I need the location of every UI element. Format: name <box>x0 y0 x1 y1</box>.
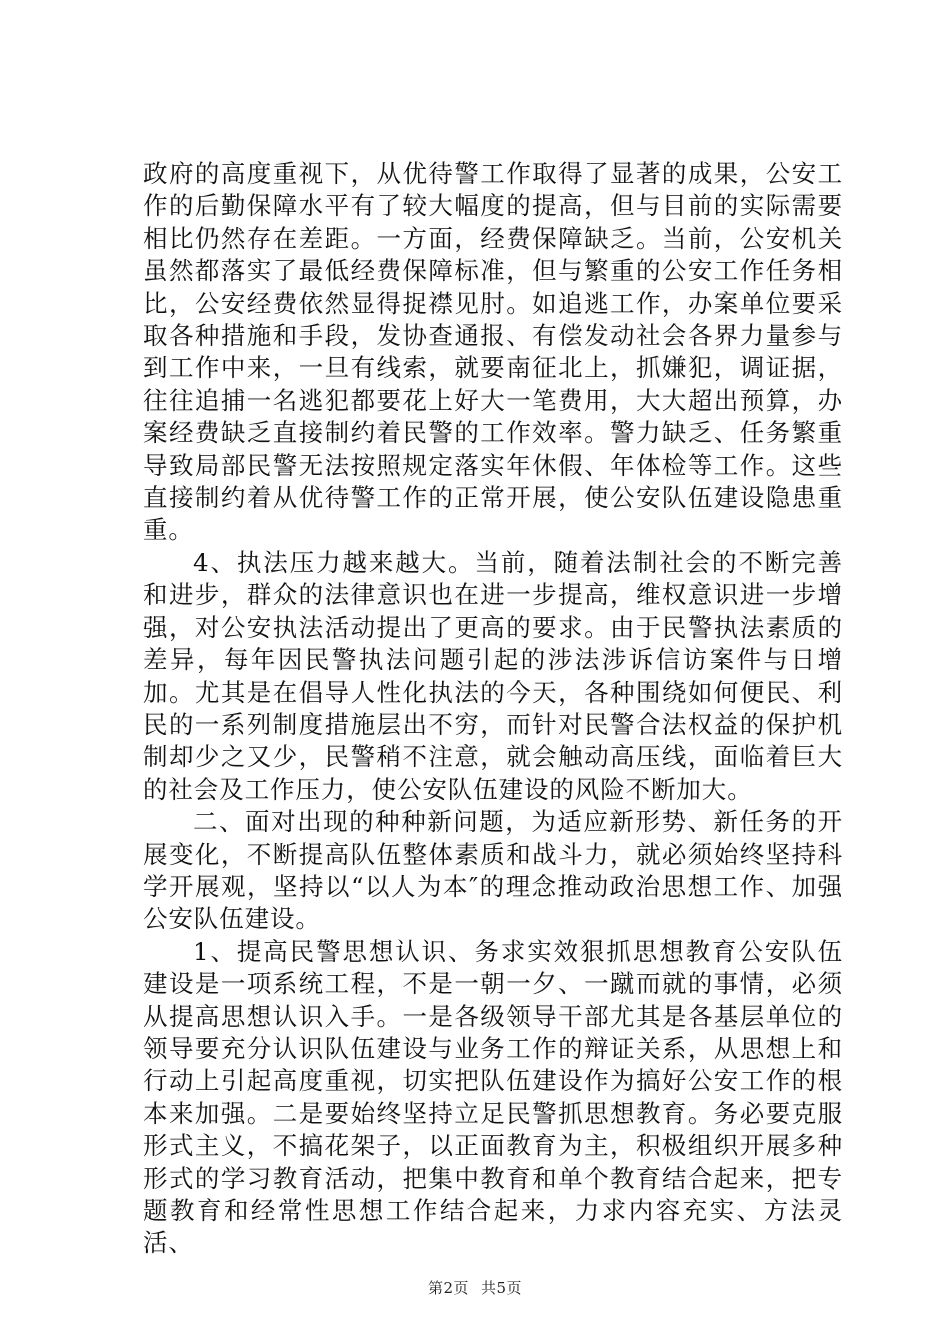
page-total: 共5页 <box>481 1279 523 1297</box>
page-footer <box>0 1277 950 1298</box>
document-body <box>143 158 843 1260</box>
paragraph-2: 4、执法压力越来越大。当前，随着法制社会的不断完善和进步，群众的法律意识也在进一步提高，维权意识进一步增强，对公安执法活动提出了更高的要求。由于民警执法素质的差异，每年因民警执法问题引起的涉法涉诉信访案件与日增加。尤其是在倡导人性化执法的今天，各种围绕如何便民、利民的一系列制度措施层出不穷，而针对民警合法权益的保护机制却少之又少，民警稍不注意，就会触动高压线，面临着巨大的社会及工作压力，使公安队伍建设的风险不断加大。 <box>143 547 843 804</box>
paragraph-4: 1、提高民警思想认识、务求实效狠抓思想教育公安队伍建设是一项系统工程，不是一朝一夕、一蹴而就的事情，必须从提高思想认识入手。一是各级领导干部尤其是各基层单位的领导要充分认识队伍建设与业务工作的辩证关系，从思想上和行动上引起高度重视，切实把队伍建设作为搞好公安工作的根本来加强。二是要始终坚持立足民警抓思想教育。务必要克服形式主义，不搞花架子，以正面教育为主，积极组织开展多种形式的学习教育活动，把集中教育和单个教育结合起来，把专题教育和经常性思想工作结合起来，力求内容充实、方法灵活、 <box>143 936 843 1258</box>
paragraph-1: 政府的高度重视下，从优待警工作取得了显著的成果，公安工作的后勤保障水平有了较大幅度的提高，但与目前的实际需要相比仍然存在差距。一方面，经费保障缺乏。当前，公安机关虽然都落实了最低经费保障标准，但与繁重的公安工作任务相比，公安经费依然显得捉襟见肘。如追逃工作，办案单位要采取各种措施和手段，发协查通报、有偿发动社会各界力量参与到工作中来，一旦有线索，就要南征北上，抓嫌犯，调证据，往往追捕一名逃犯都要花上好大一笔费用，大大超出预算，办案经费缺乏直接制约着民警的工作效率。警力缺乏、任务繁重导致局部民警无法按照规定落实年休假、年体检等工作。这些直接制约着从优待警工作的正常开展，使公安队伍建设隐患重重。 <box>143 159 843 545</box>
page-number: 第2页 <box>427 1279 469 1297</box>
paragraph-3: 二、面对出现的种种新问题，为适应新形势、新任务的开展变化，不断提高队伍整体素质和战斗力，就必须始终坚持科学开展观，坚持以“以人为本″的理念推动政治思想工作、加强公安队伍建设。 <box>143 807 843 934</box>
